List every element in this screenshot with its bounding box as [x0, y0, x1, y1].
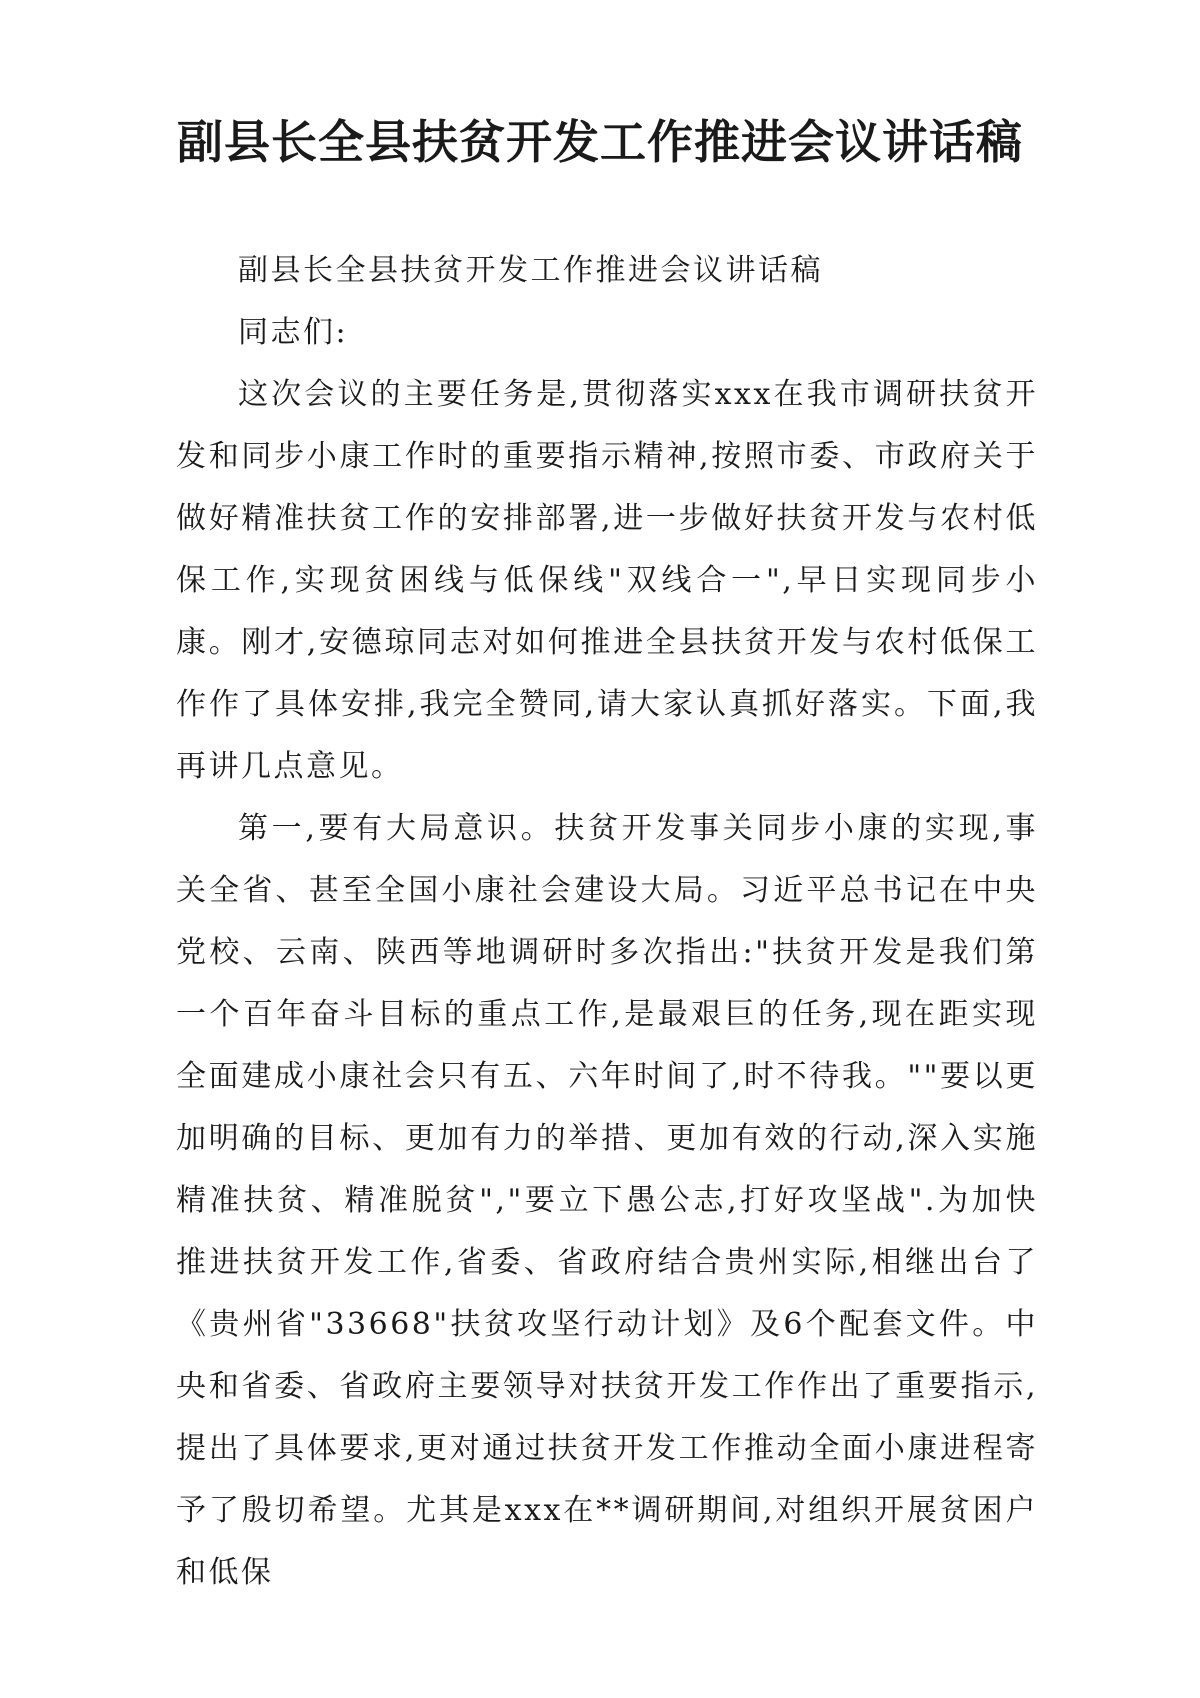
paragraph-intro: 这次会议的主要任务是,贯彻落实xxx在我市调研扶贫开发和同步小康工作时的重要指示精神,按照市委、市政府关于做好精准扶贫工作的安排部署,进一步做好扶贫开发与农村低保工作,实现贫困线与低保线"双线合一",早日实现同步小康。刚才,安德琼同志对如何推进全县扶贫开发与农村低保工作作了具体安排,我完全赞同,请大家认真抓好落实。下面,我再讲几点意见。	[176, 377, 1038, 784]
paragraph-salutation: 同志们:	[238, 315, 349, 350]
document-title: 副县长全县扶贫开发工作推进会议讲话稿	[177, 115, 1023, 169]
document-body	[176, 240, 1038, 1604]
paragraph-point-one: 第一,要有大局意识。扶贫开发事关同步小康的实现,事关全省、甚至全国小康社会建设大局。习近平总书记在中央党校、云南、陕西等地调研时多次指出:"扶贫开发是我们第一个百年奋斗目标的重点工作,是最艰巨的任务,现在距实现全面建成小康社会只有五、六年时间了,时不待我。""要以更加明确的目标、更加有力的举措、更加有效的行动,深入实施精准扶贫、精准脱贫","要立下愚公志,打好攻坚战".为加快推进扶贫开发工作,省委、省政府结合贵州实际,相继出台了《贵州省"33668"扶贫攻坚行动计划》及6个配套文件。中央和省委、省政府主要领导对扶贫开发工作作出了重要指示,提出了具体要求,更对通过扶贫开发工作推动全面小康进程寄予了殷切希望。尤其是xxx在**调研期间,对组织开展贫困户和低保	[176, 811, 1038, 1590]
paragraph-subtitle: 副县长全县扶贫开发工作推进会议讲话稿	[238, 253, 823, 288]
